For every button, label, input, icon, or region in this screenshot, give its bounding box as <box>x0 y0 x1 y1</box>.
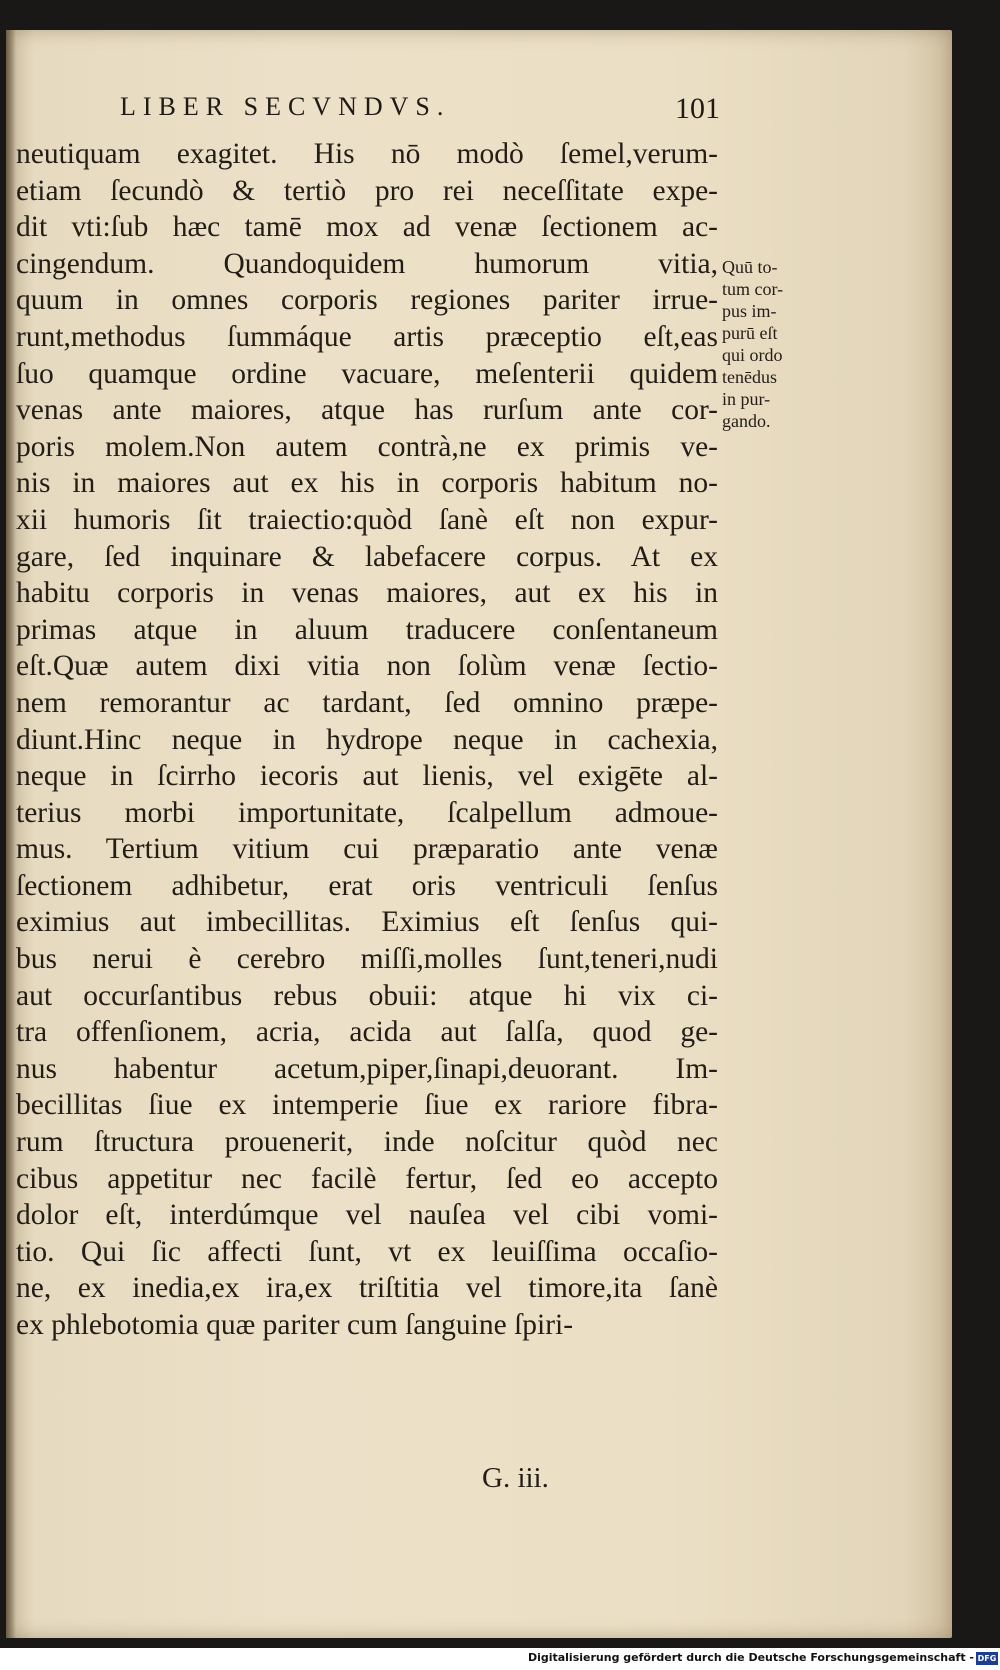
text-line: nem remorantur ac tardant, ſed omnino præpe- <box>16 686 718 719</box>
text-line: cibus appetitur nec facilè fertur, ſed eo accepto <box>16 1162 718 1195</box>
text-line: ex phlebotomia quæ pariter cum ſanguine ſpiri- <box>16 1309 574 1341</box>
margin-note-line: purū eſt <box>722 323 778 343</box>
dfg-logo: DFG <box>977 1654 997 1663</box>
text-line: bus nerui è cerebro miſſi,molles ſunt,teneri,nudi <box>16 943 718 976</box>
funding-credit: Digitalisierung gefördert durch die Deutsche Forschungsgemeinschaft - <box>527 1651 974 1664</box>
text-line: eximius aut imbecillitas. Eximius eſt ſenſus qui- <box>16 906 718 939</box>
text-line: neque in ſcirrho iecoris aut lienis, vel exigēte al- <box>16 760 718 793</box>
text-line: neutiquam exagitet. His nō modò ſemel,verum- <box>16 138 718 170</box>
text-line: dit vti:ſub hæc tamē mox ad venæ ſectionem ac- <box>16 211 718 244</box>
text-line: primas atque in aluum traducere conſentaneum <box>16 613 718 646</box>
running-title: LIBER SECVNDVS. <box>120 92 451 121</box>
text-line: terius morbi importunitate, ſcalpellum admoue- <box>16 796 718 829</box>
text-line: xii humoris ſit traiectio:quòd ſanè eſt non expur- <box>16 503 718 536</box>
text-line: quum in omnes corporis regiones pariter irrue- <box>16 284 718 317</box>
text-line: diunt.Hinc neque in hydrope neque in cachexia, <box>16 723 718 756</box>
text-line: venas ante maiores, atque has rurſum ante cor- <box>16 394 718 427</box>
margin-note-line: pus im- <box>722 301 777 321</box>
text-line: ne, ex inedia,ex ira,ex triſtitia vel timore,ita ſanè <box>16 1272 718 1305</box>
margin-note-line: in pur- <box>722 389 771 409</box>
margin-note-line: Quū to- <box>722 257 778 277</box>
text-line: ſuo quamque ordine vacuare, meſenterii quidem <box>16 357 718 390</box>
text-line: runt,methodus ſummáque artis præceptio eſt,eas <box>16 320 718 353</box>
margin-note-line: tenēdus <box>722 367 777 387</box>
margin-note-line: tum cor- <box>722 279 784 299</box>
margin-note <box>722 256 822 432</box>
text-line: rum ſtructura prouenerit, inde noſcitur quòd nec <box>16 1126 718 1159</box>
text-line: poris molem.Non autem contrà,ne ex primis ve- <box>16 430 718 463</box>
body-text <box>16 136 718 1344</box>
text-line: nus habentur acetum,piper,ſinapi,deuorant. Im- <box>16 1052 718 1085</box>
footer-bar <box>0 1648 1000 1670</box>
text-line: nis in maiores aut ex his in corporis habitum no- <box>16 467 718 500</box>
signature-mark: G. iii. <box>482 1462 549 1494</box>
text-line: tra offenſionem, acria, acida aut ſalſa, quod ge- <box>16 1016 718 1049</box>
margin-note-line: qui ordo <box>722 345 783 365</box>
text-line: eſt.Quæ autem dixi vitia non ſolùm venæ ſectio- <box>16 650 718 683</box>
text-line: aut occurſantibus rebus obuii: atque hi vix ci- <box>16 979 718 1012</box>
text-line: mus. Tertium vitium cui præparatio ante venæ <box>16 833 718 866</box>
text-line: ſectionem adhibetur, erat oris ventriculi ſenſus <box>16 869 718 902</box>
text-line: habitu corporis in venas maiores, aut ex his in <box>16 577 718 610</box>
page-number: 101 <box>675 92 720 125</box>
text-line: gare, ſed inquinare & labefacere corpus. At ex <box>16 540 718 573</box>
text-line: cingendum. Quandoquidem humorum vitia, <box>16 247 718 280</box>
text-line: etiam ſecundò & tertiò pro rei neceſſitate expe- <box>16 174 718 207</box>
text-line: dolor eſt, interdúmque vel nauſea vel cibi vomi- <box>16 1199 718 1232</box>
margin-note-line: gando. <box>722 411 771 431</box>
text-line: tio. Qui ſic affecti ſunt, vt ex leuiſſima occaſio- <box>16 1235 718 1268</box>
text-line: becillitas ſiue ex intemperie ſiue ex rariore fibra- <box>16 1089 718 1122</box>
